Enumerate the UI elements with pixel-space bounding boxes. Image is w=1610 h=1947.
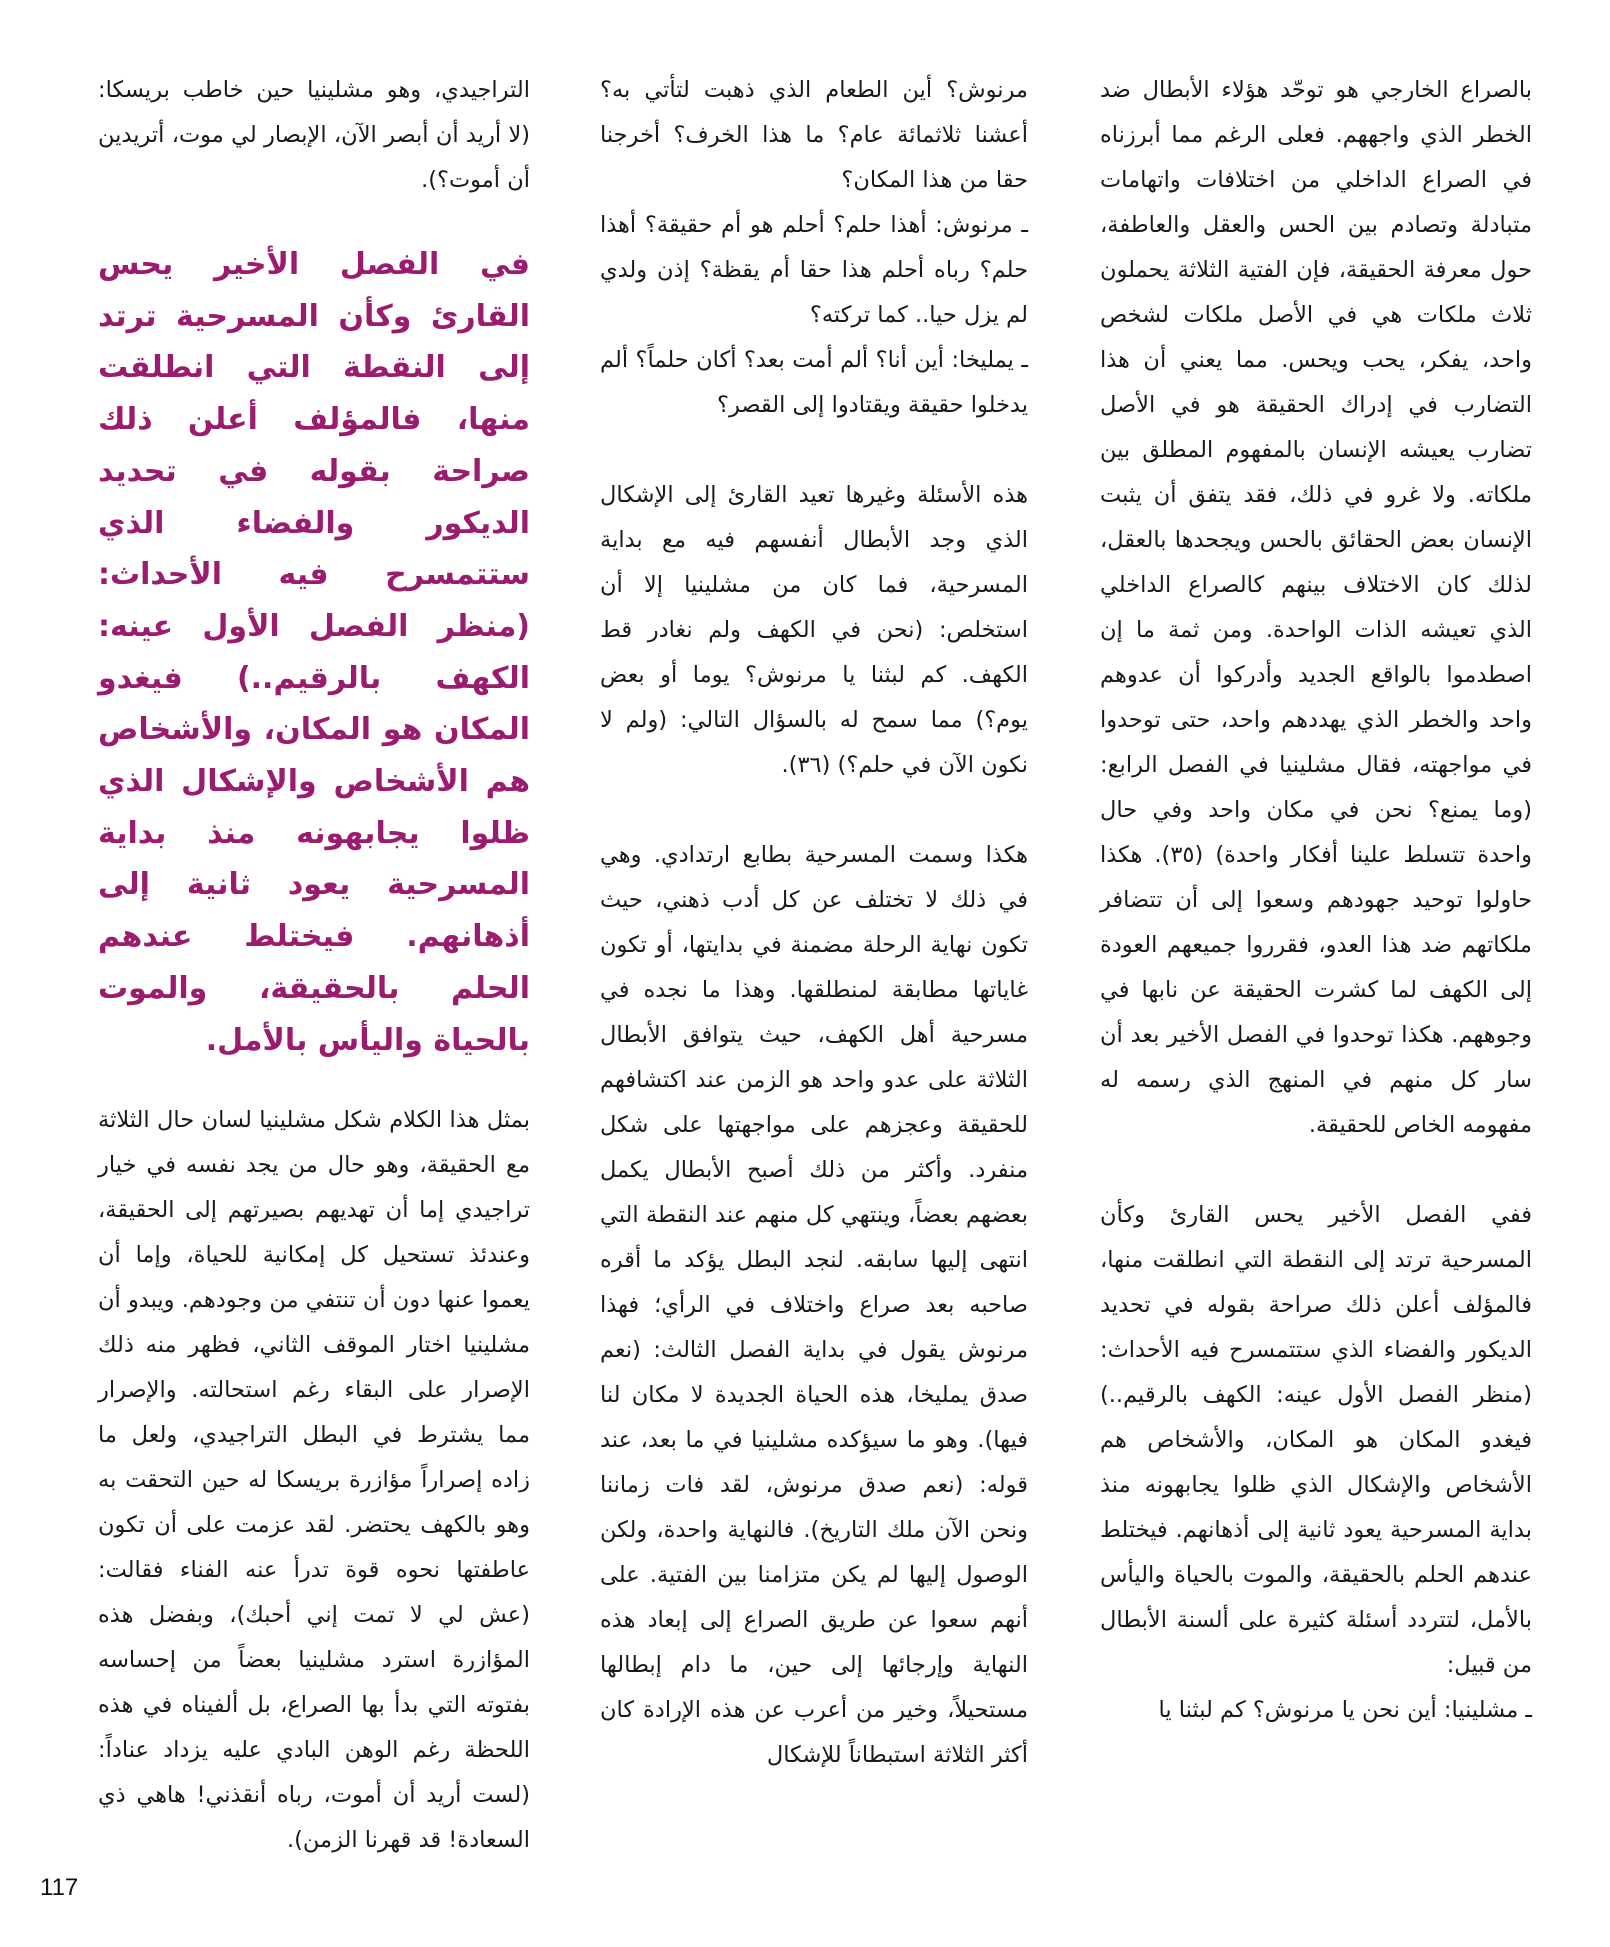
paragraph: التراجيدي، وهو مشلينيا حين خاطب بريسكا: (لا أريد أن أبصر الآن، الإبصار لي موت، أتريدين أن أموت؟). bbox=[98, 77, 530, 193]
pull-quote: في الفصل الأخير يحس القارئ وكأن المسرحية ترتد إلى النقطة التي انطلقت منها، فالمؤلف أعلن ذلك صراحة بقوله في تحديد الديكور والفضاء الذي ستتمسرح فيه الأحداث: (منظر الفصل الأول عينه: الكهف بالرقيم..) فيغدو المكان هو المكان، والأشخاص هم الأشخاص والإشكال الذي ظلوا يجابهونه منذ بداية المسرحية يعود ثانية إلى أذهانهم. فيختلط عندهم الحلم بالحقيقة، والموت بالحياة واليأس بالأمل. bbox=[98, 247, 530, 1058]
page-number: 117 bbox=[40, 1874, 79, 1901]
paragraph: ففي الفصل الأخير يحس القارئ وكأن المسرحية ترتد إلى النقطة التي انطلقت منها، فالمؤلف أعلن ذلك صراحة بقوله في تحديد الديكور والفضاء الذي ستتمسرح فيه الأحداث: (منظر الفصل الأول عينه: الكهف بالرقيم..) فيغدو المكان هو المكان، والأشخاص هم الأشخاص والإشكال الذي ظلوا يجابهونه منذ بداية المسرحية يعود ثانية إلى أذهانهم. فيختلط عندهم الحلم بالحقيقة، والموت بالحياة واليأس بالأمل، لتتردد أسئلة كثيرة على ألسنة الأبطال من قبيل: bbox=[1100, 1202, 1532, 1678]
paragraph: مرنوش؟ أين الطعام الذي ذهبت لتأتي به؟ أعشنا ثلاثمائة عام؟ ما هذا الخرف؟ أخرجنا حقا من هذا المكان؟ bbox=[600, 77, 1028, 193]
column-right bbox=[1100, 68, 1532, 1733]
column-left bbox=[98, 68, 530, 1863]
column-middle bbox=[600, 68, 1028, 1778]
paragraph: هكذا وسمت المسرحية بطابع ارتدادي. وهي في ذلك لا تختلف عن كل أدب ذهني، حيث تكون نهاية الرحلة مضمنة في بدايتها، أو تكون غاياتها مطابقة لمنطلقها. وهذا ما نجده في مسرحية أهل الكهف، حيث يتوافق الأبطال الثلاثة على عدو واحد هو الزمن عند اكتشافهم للحقيقة وعجزهم على مواجهتها على شكل منفرد. وأكثر من ذلك أصبح الأبطال يكمل بعضهم بعضاً، وينتهي كل منهم عند النقطة التي انتهى إليها سابقه. لنجد البطل يؤكد ما أقره صاحبه بعد صراع واختلاف في الرأي؛ فهذا مرنوش يقول في بداية الفصل الثالث: (نعم صدق يمليخا، هذه الحياة الجديدة لا مكان لنا فيها). وهو ما سيؤكده مشلينيا في ما بعد، عند قوله: (نعم صدق مرنوش، لقد فات زماننا ونحن الآن ملك التاريخ). فالنهاية واحدة، ولكن الوصول إليها لم يكن متزامنا بين الفتية. على أنهم سعوا عن طريق الصراع إلى إبعاد هذه النهاية وإرجائها إلى حين، ما دام إبطالها مستحيلاً، وخير من أعرب عن هذه الإرادة كان أكثر الثلاثة استبطاناً للإشكال bbox=[600, 842, 1028, 1768]
paragraph: بمثل هذا الكلام شكل مشلينيا لسان حال الثلاثة مع الحقيقة، وهو حال من يجد نفسه في خيار تراجيدي إما أن تهديهم بصيرتهم إلى الحقيقة، وعندئذ تستحيل كل إمكانية للحياة، وإما أن يعموا عنها دون أن تنتفي من وجودهم. ويبدو أن مشلينيا اختار الموقف الثاني، فظهر منه ذلك الإصرار على البقاء رغم استحالته. والإصرار مما يشترط في البطل التراجيدي، ولعل ما زاده إصراراً مؤازرة بريسكا له حين التحقت به وهو بالكهف يحتضر. لقد عزمت على أن تكون عاطفتها نحوه قوة تدرأ عنه الفناء فقالت: (عش لي لا تمت إني أحبك)، وبفضل هذه المؤازرة استرد مشلينيا بعضاً من إحساسه بفتوته التي بدأ بها الصراع، بل ألفيناه في هذه اللحظة رغم الوهن البادي عليه يزداد عناداً: (لست أريد أن أموت، رباه أنقذني! هاهي ذي السعادة! قد قهرنا الزمن). bbox=[98, 1107, 530, 1854]
paragraph: ـ مرنوش: أهذا حلم؟ أحلم هو أم حقيقة؟ أهذا حلم؟ رباه أحلم هذا حقا أم يقظة؟ إذن ولدي لم يزل حيا.. كما تركته؟ bbox=[600, 212, 1028, 328]
paragraph: ـ يمليخا: أين أنا؟ ألم أمت بعد؟ أكان حلماً؟ ألم يدخلوا حقيقة ويقتادوا إلى القصر؟ bbox=[600, 347, 1028, 418]
paragraph: هذه الأسئلة وغيرها تعيد القارئ إلى الإشكال الذي وجد الأبطال أنفسهم فيه مع بداية المسرحية، فما كان من مشلينيا إلا أن استخلص: (نحن في الكهف ولم نغادر قط الكهف. كم لبثنا يا مرنوش؟ يوما أو بعض يوم؟) مما سمح له بالسؤال التالي: (ولم لا نكون الآن في حلم؟) (٣٦). bbox=[600, 482, 1028, 778]
paragraph: ـ مشلينيا: أين نحن يا مرنوش؟ كم لبثنا يا bbox=[1158, 1697, 1532, 1723]
paragraph: بالصراع الخارجي هو توحّد هؤلاء الأبطال ضد الخطر الذي واجههم. فعلى الرغم مما أبرزناه في الصراع الداخلي من اختلافات واتهامات متبادلة وتصادم بين الحس والعقل والعاطفة، حول معرفة الحقيقة، فإن الفتية الثلاثة يحملون ثلاث ملكات هي في الأصل ملكات لشخص واحد، يفكر، يحب ويحس. مما يعني أن هذا التضارب في إدراك الحقيقة هو في الأصل تضارب يعيشه الإنسان بالمفهوم المطلق بين ملكاته. ولا غرو في ذلك، فقد يتفق أن يثبت الإنسان بعض الحقائق بالحس ويجحدها بالعقل، لذلك كان الاختلاف بينهم كالصراع الداخلي الذي تعيشه الذات الواحدة. ومن ثمة ما إن اصطدموا بالواقع الجديد وأدركوا أن عدوهم واحد والخطر الذي يهددهم واحد، حتى توحدوا في مواجهته، فقال مشلينيا في الفصل الرابع: (وما يمنع؟ نحن في مكان واحد وفي حال واحدة تتسلط علينا أفكار واحدة) (٣٥). هكذا حاولوا توحيد جهودهم وسعوا إلى أن تتضافر ملكاتهم ضد هذا العدو، فقرروا جميعهم العودة إلى الكهف لما كشرت الحقيقة عن نابها في وجوههم. هكذا توحدوا في الفصل الأخير بعد أن سار كل منهم في المنهج الذي رسمه له مفهومه الخاص للحقيقة. bbox=[1100, 77, 1532, 1138]
